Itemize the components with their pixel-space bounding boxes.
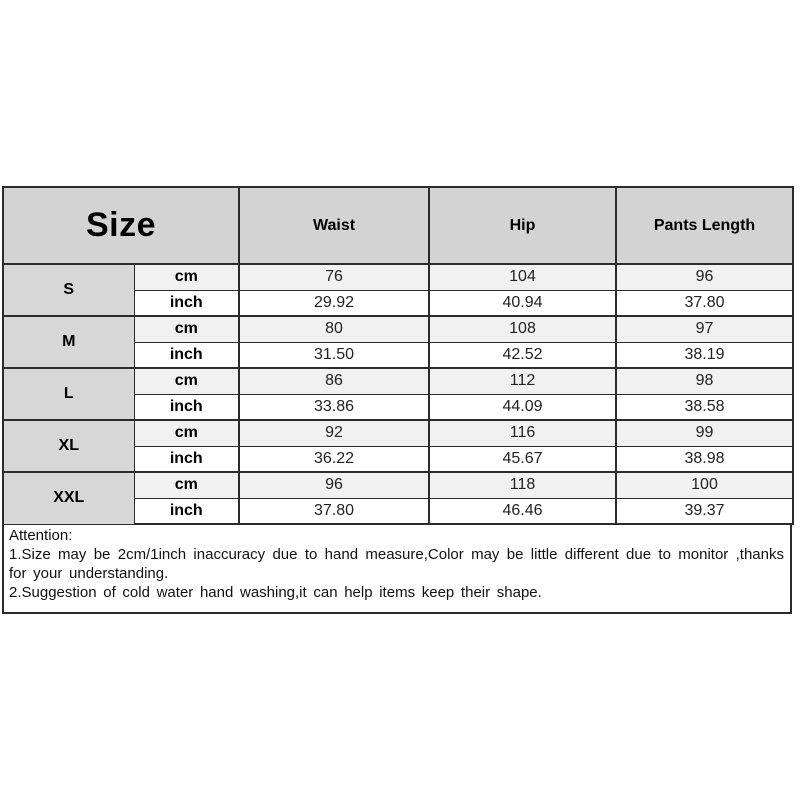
value-cell: 116 [429,420,616,446]
value-cell: 108 [429,316,616,342]
unit-cell-inch: inch [134,394,239,420]
value-cell: 76 [239,264,429,290]
value-cell: 45.67 [429,446,616,472]
unit-cell-cm: cm [134,264,239,290]
size-label-m: M [3,316,134,368]
size-column-header: Size [3,187,239,264]
value-cell: 97 [616,316,793,342]
value-cell: 38.19 [616,342,793,368]
attention-note [2,525,792,614]
table-header [3,187,793,264]
value-cell: 92 [239,420,429,446]
table-row-xxl-cm [3,472,793,498]
table-row-m-cm [3,316,793,342]
size-label-l: L [3,368,134,420]
column-header-waist: Waist [239,187,429,264]
unit-cell-cm: cm [134,472,239,498]
attention-note-2: 2.Suggestion of cold water hand washing,it can help items keep their shape. [9,584,542,601]
value-cell: 99 [616,420,793,446]
value-cell: 46.46 [429,498,616,524]
value-cell: 33.86 [239,394,429,420]
value-cell: 38.98 [616,446,793,472]
unit-cell-inch: inch [134,498,239,524]
unit-cell-cm: cm [134,368,239,394]
value-cell: 37.80 [239,498,429,524]
value-cell: 38.58 [616,394,793,420]
attention-heading: Attention: [9,527,73,544]
table-row-s-cm [3,264,793,290]
header-row [3,187,793,264]
table-body [3,264,793,524]
value-cell: 96 [239,472,429,498]
table-row-l-cm [3,368,793,394]
value-cell: 80 [239,316,429,342]
column-header-pants-length: Pants Length [616,187,793,264]
table-row-xl-cm [3,420,793,446]
unit-cell-inch: inch [134,290,239,316]
value-cell: 118 [429,472,616,498]
size-chart-container [2,186,792,614]
value-cell: 39.37 [616,498,793,524]
value-cell: 100 [616,472,793,498]
value-cell: 36.22 [239,446,429,472]
column-header-hip: Hip [429,187,616,264]
unit-cell-cm: cm [134,316,239,342]
value-cell: 29.92 [239,290,429,316]
value-cell: 86 [239,368,429,394]
size-chart-table [2,186,794,525]
value-cell: 96 [616,264,793,290]
attention-note-1: 1.Size may be 2cm/1inch inaccuracy due to hand measure,Color may be little different due to monitor ,thanks for your understanding. [9,546,784,582]
unit-cell-inch: inch [134,446,239,472]
value-cell: 40.94 [429,290,616,316]
size-label-xl: XL [3,420,134,472]
value-cell: 98 [616,368,793,394]
value-cell: 104 [429,264,616,290]
value-cell: 37.80 [616,290,793,316]
value-cell: 31.50 [239,342,429,368]
unit-cell-inch: inch [134,342,239,368]
unit-cell-cm: cm [134,420,239,446]
value-cell: 112 [429,368,616,394]
value-cell: 44.09 [429,394,616,420]
size-label-xxl: XXL [3,472,134,524]
value-cell: 42.52 [429,342,616,368]
size-label-s: S [3,264,134,316]
